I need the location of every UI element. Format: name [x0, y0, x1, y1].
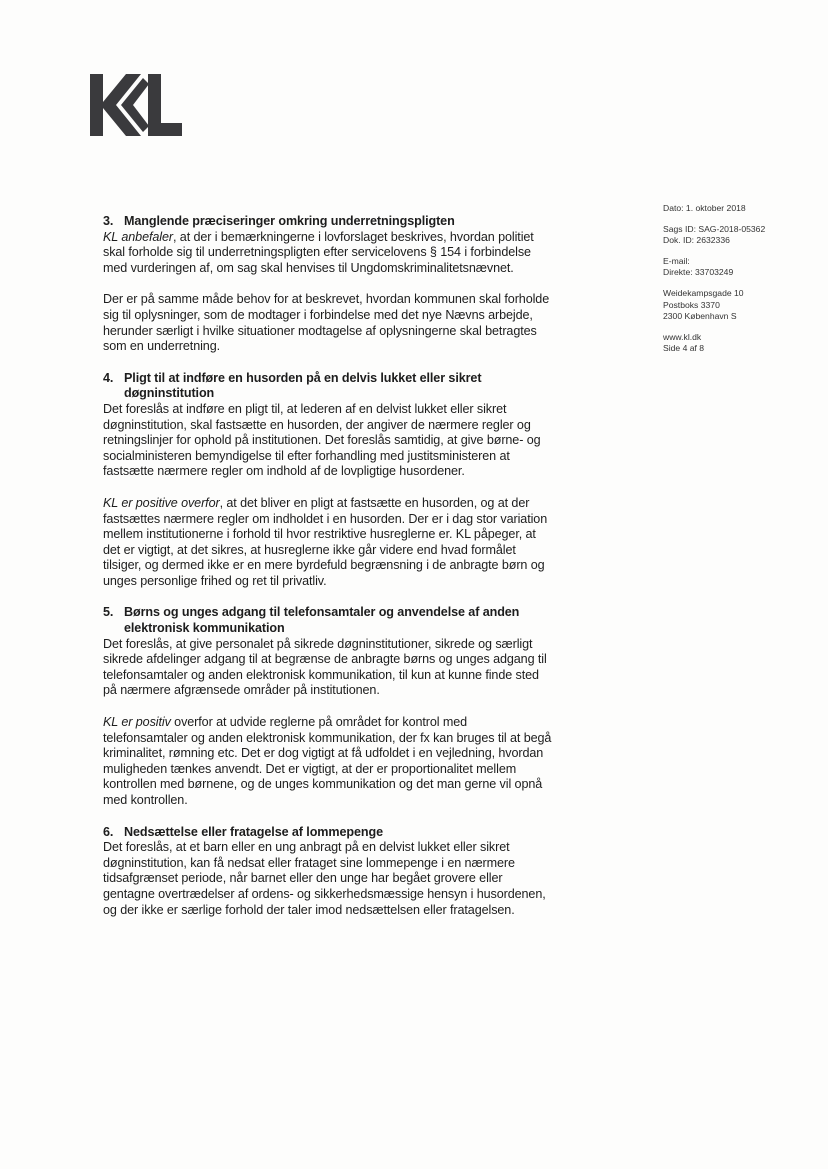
kl-logo	[90, 74, 182, 136]
section-title: Børns og unges adgang til telefonsamtaler og anvendelse af anden elektronisk kommunikation	[124, 605, 520, 636]
address-group	[663, 288, 813, 323]
paragraph-text: , at der i bemærkningerne i lovforslaget beskrives, hvordan politiet skal forholde sig til underretningspligten efter servicelovens § 154 i forbindelse med vurderingen af, om sag skal henvises til Ungdomskriminalitetsnævnet.	[103, 229, 534, 275]
section-title: Nedsættelse eller fratagelse af lommepenge	[124, 824, 383, 839]
paragraph	[103, 230, 555, 277]
web-group	[663, 332, 813, 355]
section-number: 5.	[103, 605, 114, 620]
section-title: Manglende præciseringer omkring underretningspligten	[124, 214, 455, 228]
page-number: Side 4 af 8	[663, 343, 705, 354]
paragraph-text: , at det bliver en pligt at fastsætte en husorden, og at der fastsættes nærmere regler om indholdet i en husorden. Der er i dag stor variation mellem institutionerne i forhold til hvor restriktive husreglerne er. KL påpeger, at det er vigtigt, at det sikres, at husreglerne ikke går videre end hvad formålet tilsiger, og dermed ikke er en mere byrdefuld begrænsning i de anbragte børn og unges personlige frihed og ret til privatliv.	[103, 495, 548, 588]
section-number: 4.	[103, 370, 114, 385]
paragraph	[103, 496, 555, 590]
paragraph	[103, 715, 555, 809]
case-id: Sags ID: SAG-2018-05362	[663, 223, 766, 234]
section-heading	[103, 214, 555, 230]
paragraph-text: overfor at udvide reglerne på området for kontrol med telefonsamtaler og anden elektronisk kommunikation, der fx kan bruges til at begå kriminalitet, rømning etc. Det er dog vigtigt at få udfoldet i en vejledning, hvordan muligheden tænkes anvendt. Det er vigtigt, at der er proportionalitet mellem kontrollen med børnene, og de unges kommunikation og det man gerne vil opnå med kontrollen.	[103, 715, 552, 807]
section-4	[103, 371, 555, 590]
paragraph: Det foreslås at indføre en pligt til, at lederen af en delvist lukket eller sikret døgninstitution, skal fastsætte en husorden, der angiver de nærmere regler og retningslinjer for ophold på institutionen. Det foreslås samtidig, at give børne- og socialministeren bemyndigelse til efter forhandling med justitsministeren at fastsætte nærmere regler om indhold af de lovpligtige husordener.	[103, 401, 541, 479]
section-title: Pligt til at indføre en husorden på en delvis lukket eller sikret døgninstitution	[124, 370, 482, 401]
paragraph: Det foreslås, at et barn eller en ung anbragt på en delvist lukket eller sikret døgninstitution, kan få nedsat eller frataget sine lommepenge i en nærmere tidsafgrænset periode, når barnet eller den unge har begået grovere eller gentagne overtrædelser af ordens- og sikkerhedsmæssige hensyn i husordenen, og der ikke er særlige forhold der taler imod nedsættelsen eller fratagelsen.	[103, 840, 546, 917]
address-line: Weidekampsgade 10	[663, 287, 744, 298]
section-5	[103, 605, 555, 808]
emphasis: KL anbefaler	[103, 229, 173, 244]
section-number: 3.	[103, 214, 114, 228]
section-6	[103, 825, 555, 919]
date-group	[663, 203, 813, 215]
date: Dato: 1. oktober 2018	[663, 203, 746, 213]
contact-group	[663, 256, 813, 279]
section-heading	[103, 605, 555, 636]
document-metadata	[663, 203, 813, 364]
paragraph: Der er på samme måde behov for at beskrevet, hvordan kommunen skal forholde sig til oplysninger, som de modtager i forbindelse med det nye Nævns arbejde, herunder særligt i hvilke situationer modtagelse af oplysningerne skal betragtes som en underretning.	[103, 292, 550, 354]
section-heading	[103, 825, 555, 841]
emphasis: KL er positive overfor	[103, 495, 220, 510]
emphasis: KL er positiv	[103, 715, 171, 730]
email-label: E-mail:	[663, 255, 690, 266]
section-number: 6.	[103, 824, 114, 839]
address-line: 2300 København S	[663, 311, 737, 322]
paragraph: Det foreslås, at give personalet på sikrede døgninstitutioner, sikrede og særligt sikrede afdelinger adgang til at begrænse de anbragte børns og unges adgang til telefonsamtaler og anden elektronisk kommunikation, til kun at kunne finde sted på nærmere afgrænsede områder på institutionen.	[103, 636, 547, 698]
case-ids	[663, 224, 813, 247]
address-line: Postboks 3370	[663, 299, 720, 310]
document-body	[103, 214, 555, 934]
section-heading	[103, 371, 555, 402]
direct-phone: Direkte: 33703249	[663, 267, 734, 278]
section-3	[103, 214, 555, 355]
document-id: Dok. ID: 2632336	[663, 235, 730, 246]
website-link[interactable]: www.kl.dk	[663, 331, 702, 342]
